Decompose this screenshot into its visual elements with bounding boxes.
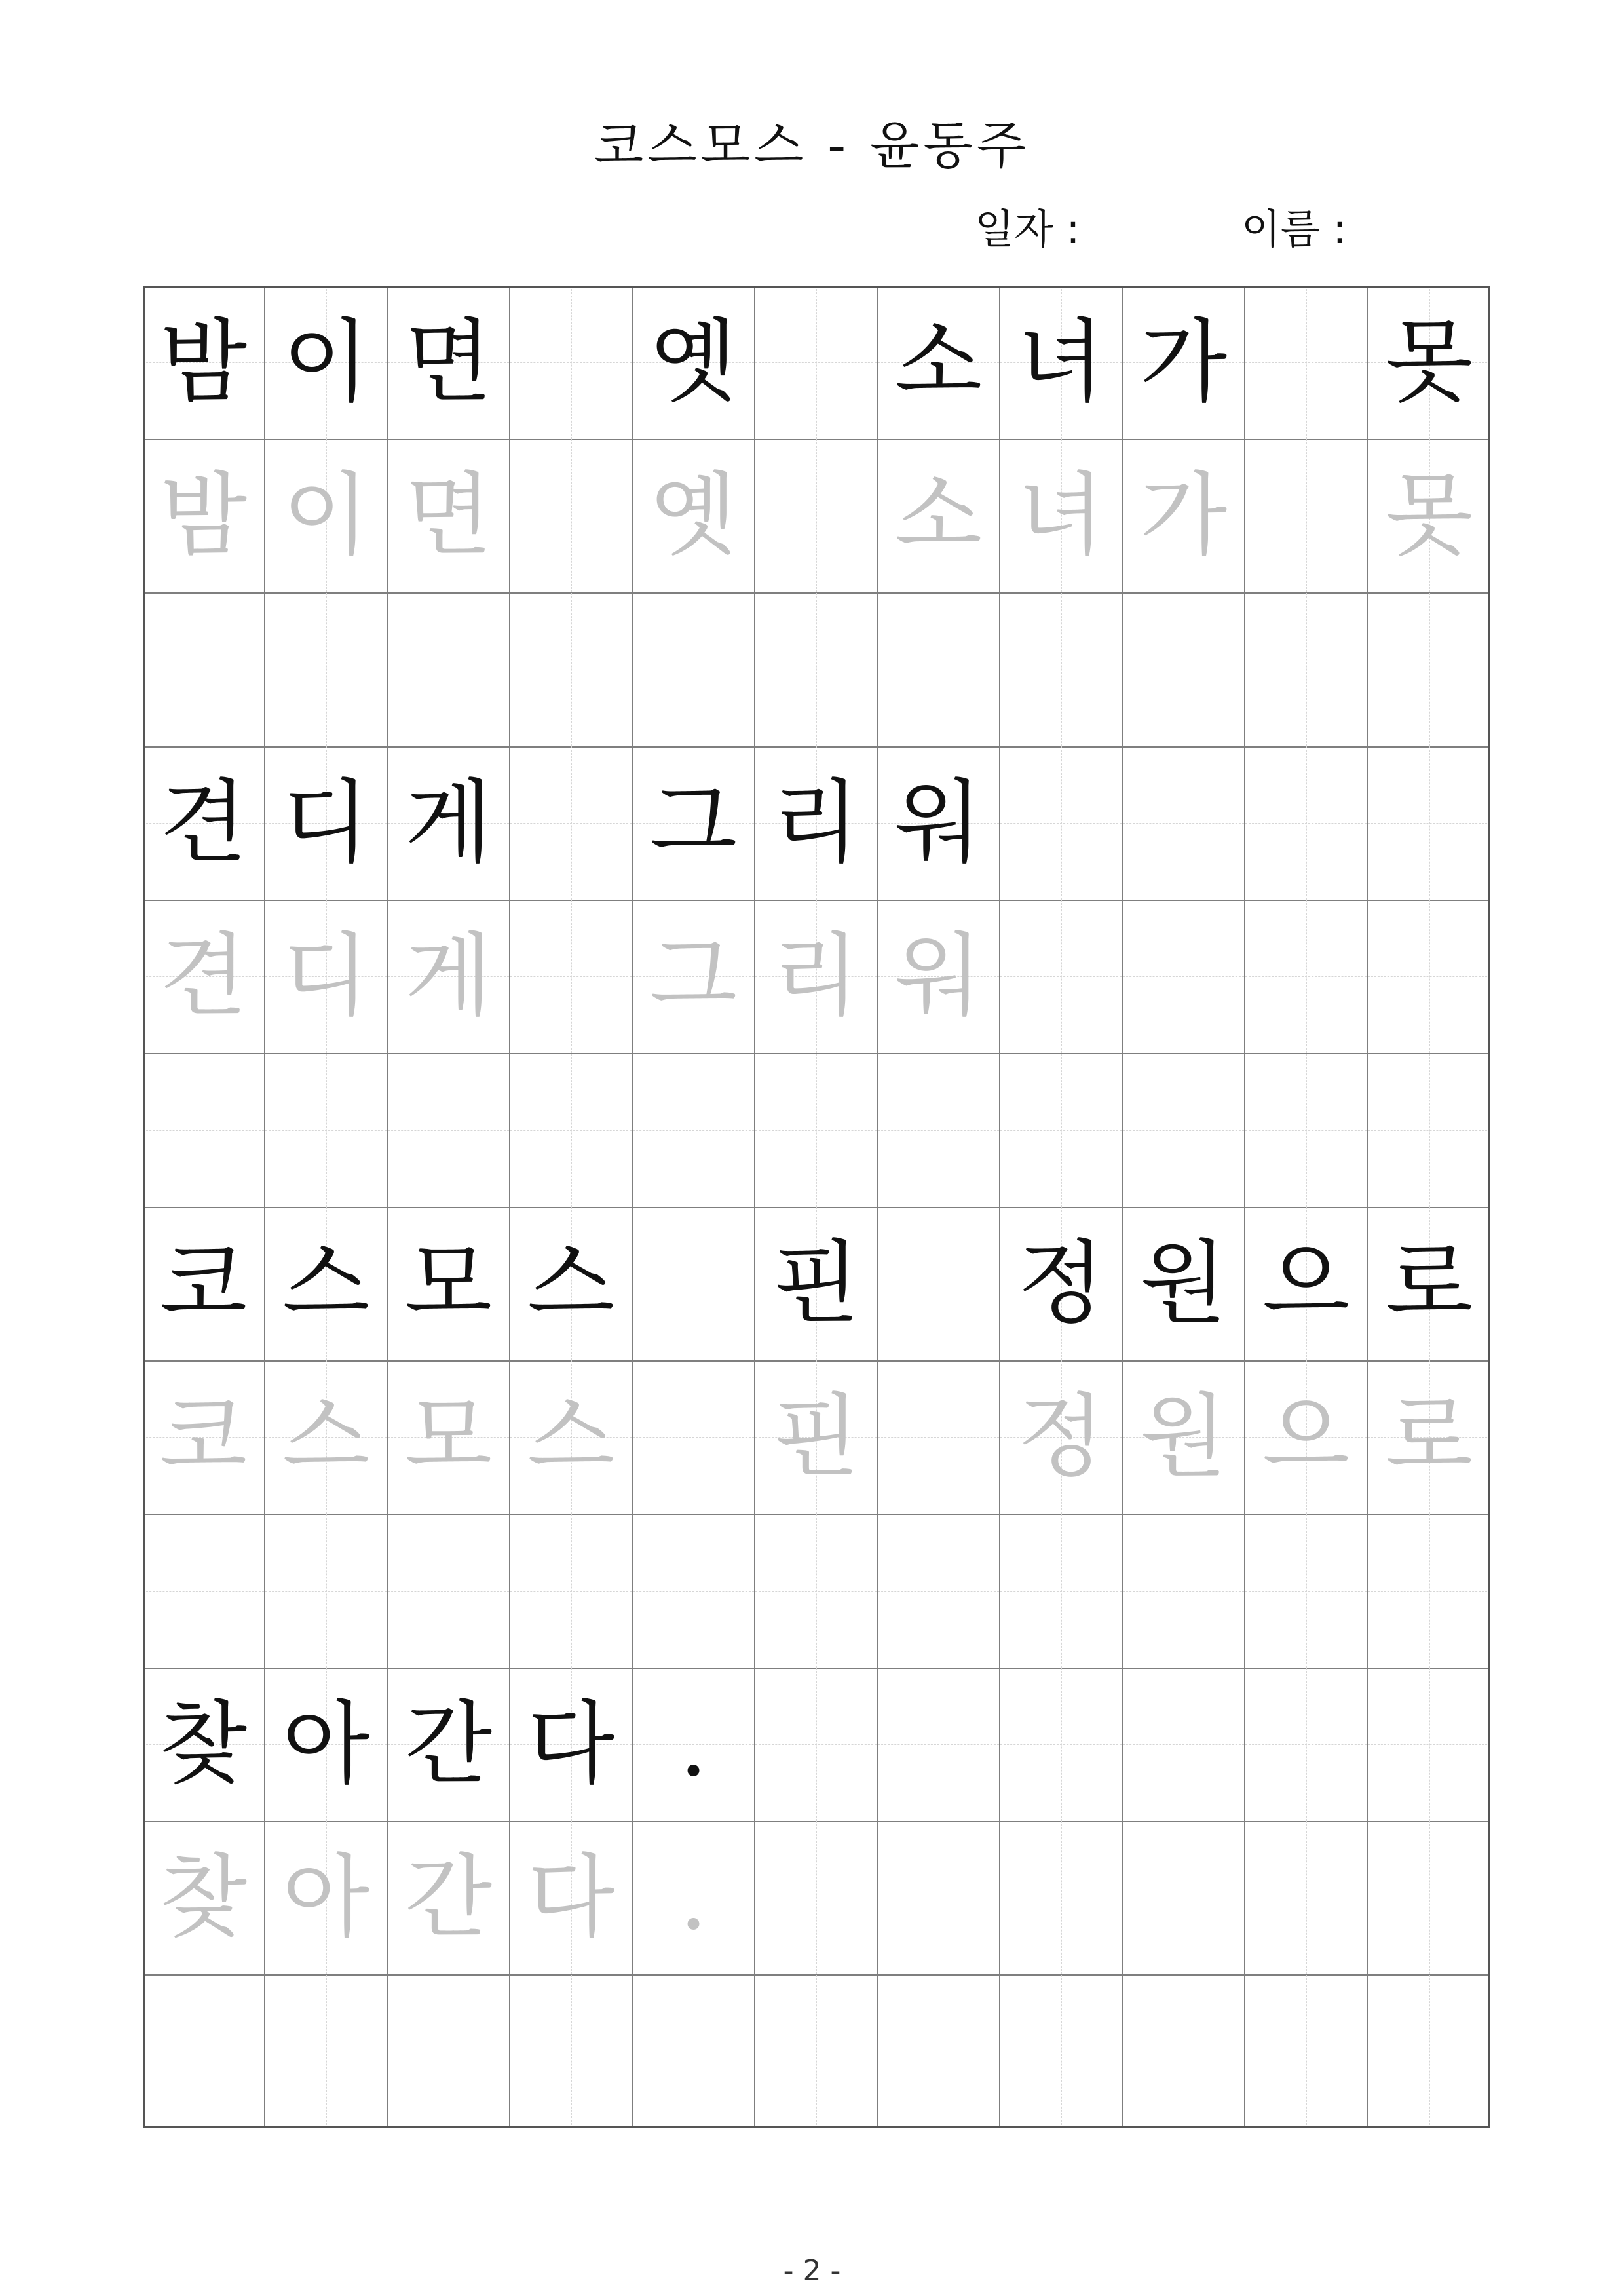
model-row — [143, 746, 1490, 901]
trace-char: 찾 — [159, 1845, 248, 1950]
blank-cell — [1245, 1054, 1368, 1207]
blank-cell — [878, 1054, 1000, 1207]
trace-char: 이 — [282, 463, 370, 568]
blank-cell — [878, 593, 1000, 746]
model-char: 정 — [1017, 1231, 1105, 1336]
trace-cell — [755, 900, 878, 1053]
page-number: - 2 - — [783, 2254, 841, 2287]
trace-char: 옛 — [649, 463, 738, 568]
trace-char: 로 — [1385, 1384, 1473, 1489]
model-cell — [265, 286, 388, 439]
model-char: 스 — [527, 1231, 615, 1336]
trace-cell — [1000, 439, 1123, 592]
blank-cell — [1000, 1514, 1123, 1668]
trace-row — [143, 900, 1490, 1054]
trace-cell — [265, 1360, 388, 1514]
model-char: 그 — [649, 770, 738, 875]
model-char: 옛 — [649, 309, 738, 415]
blank-cell — [755, 1975, 878, 2128]
trace-cell — [633, 1360, 755, 1514]
model-char: 로 — [1385, 1231, 1473, 1336]
blank-cell — [510, 1514, 633, 1668]
model-cell — [1000, 1207, 1123, 1360]
model-cell — [878, 1207, 1000, 1360]
page-title: 코스모스 - 윤동주 — [594, 117, 1030, 176]
trace-cell — [633, 1821, 755, 1974]
trace-char: 면 — [404, 463, 493, 568]
blank-cell — [633, 1975, 755, 2128]
blank-cell — [265, 1514, 388, 1668]
trace-cell — [388, 1360, 510, 1514]
trace-cell — [143, 900, 265, 1053]
trace-char: 스 — [282, 1384, 370, 1489]
model-cell — [265, 746, 388, 900]
blank-cell — [1000, 1054, 1123, 1207]
trace-char: 간 — [404, 1845, 493, 1950]
trace-cell — [510, 1821, 633, 1974]
trace-cell — [388, 900, 510, 1053]
model-char: 못 — [1385, 309, 1473, 415]
model-cell — [143, 1207, 265, 1360]
blank-cell — [878, 1514, 1000, 1668]
model-row — [143, 1668, 1490, 1822]
blank-cell — [1245, 1514, 1368, 1668]
blank-cell — [1000, 1975, 1123, 2128]
trace-cell — [1123, 1360, 1245, 1514]
trace-char: 밤 — [159, 463, 248, 568]
writing-grid — [143, 286, 1490, 2128]
blank-cell — [1368, 1054, 1490, 1207]
trace-char: 워 — [894, 923, 983, 1029]
trace-char: 아 — [282, 1845, 370, 1950]
trace-char: 핀 — [772, 1384, 860, 1489]
model-cell — [388, 1207, 510, 1360]
blank-cell — [1245, 1975, 1368, 2128]
model-cell — [510, 746, 633, 900]
model-char: 아 — [282, 1691, 370, 1797]
model-cell — [1368, 746, 1490, 900]
model-char: 밤 — [159, 309, 248, 415]
trace-char: . — [679, 1845, 708, 1950]
trace-char: 원 — [1139, 1384, 1228, 1489]
model-cell — [633, 746, 755, 900]
blank-cell — [1368, 593, 1490, 746]
model-cell — [1123, 1207, 1245, 1360]
blank-cell — [755, 1514, 878, 1668]
model-char: 면 — [404, 309, 493, 415]
trace-cell — [1123, 1821, 1245, 1974]
model-cell — [1368, 1668, 1490, 1821]
model-char: 게 — [404, 770, 493, 875]
model-cell — [388, 286, 510, 439]
blank-cell — [143, 593, 265, 746]
model-cell — [1245, 746, 1368, 900]
blank-cell — [510, 593, 633, 746]
model-cell — [1000, 286, 1123, 439]
model-char: 소 — [894, 309, 983, 415]
blank-cell — [1123, 593, 1245, 746]
trace-char: 다 — [527, 1845, 615, 1950]
blank-cell — [1123, 1054, 1245, 1207]
trace-cell — [265, 900, 388, 1053]
trace-cell — [1245, 439, 1368, 592]
trace-cell — [878, 1821, 1000, 1974]
blank-row — [143, 593, 1490, 748]
model-cell — [878, 286, 1000, 439]
trace-cell — [878, 1360, 1000, 1514]
trace-char: 못 — [1385, 463, 1473, 568]
trace-char: 소 — [894, 463, 983, 568]
trace-row — [143, 439, 1490, 594]
trace-char: 그 — [649, 923, 738, 1029]
name-label: 이름 : — [1241, 205, 1347, 253]
blank-cell — [1000, 593, 1123, 746]
trace-char: 게 — [404, 923, 493, 1029]
model-cell — [388, 746, 510, 900]
meta-line — [0, 197, 1624, 256]
blank-row — [143, 1514, 1490, 1669]
model-cell — [878, 1668, 1000, 1821]
model-cell — [1245, 286, 1368, 439]
trace-cell — [755, 1821, 878, 1974]
blank-cell — [388, 1054, 510, 1207]
trace-cell — [510, 900, 633, 1053]
trace-char: 디 — [282, 923, 370, 1029]
trace-char: 견 — [159, 923, 248, 1029]
blank-cell — [265, 593, 388, 746]
model-cell — [755, 1668, 878, 1821]
trace-char: 코 — [159, 1384, 248, 1489]
model-char: 핀 — [772, 1231, 860, 1336]
trace-cell — [143, 439, 265, 592]
model-cell — [1245, 1668, 1368, 1821]
model-cell — [633, 1207, 755, 1360]
trace-cell — [1000, 900, 1123, 1053]
blank-cell — [633, 1514, 755, 1668]
blank-cell — [878, 1975, 1000, 2128]
trace-cell — [755, 439, 878, 592]
model-cell — [510, 286, 633, 439]
blank-cell — [388, 1975, 510, 2128]
model-cell — [633, 286, 755, 439]
model-cell — [1000, 1668, 1123, 1821]
model-cell — [1000, 746, 1123, 900]
model-char: 간 — [404, 1691, 493, 1797]
model-char: 디 — [282, 770, 370, 875]
trace-char: 으 — [1262, 1384, 1350, 1489]
blank-cell — [1245, 593, 1368, 746]
blank-cell — [388, 593, 510, 746]
blank-cell — [755, 1054, 878, 1207]
trace-char: 모 — [404, 1384, 493, 1489]
model-char: 다 — [527, 1691, 615, 1797]
trace-cell — [265, 1821, 388, 1974]
trace-cell — [1123, 439, 1245, 592]
blank-cell — [1368, 1975, 1490, 2128]
model-cell — [388, 1668, 510, 1821]
blank-cell — [265, 1054, 388, 1207]
model-char: 가 — [1139, 309, 1228, 415]
model-cell — [755, 286, 878, 439]
trace-cell — [510, 439, 633, 592]
model-cell — [755, 746, 878, 900]
model-cell — [143, 1668, 265, 1821]
trace-cell — [510, 1360, 633, 1514]
blank-cell — [265, 1975, 388, 2128]
blank-cell — [1123, 1514, 1245, 1668]
model-char: 원 — [1139, 1231, 1228, 1336]
model-cell — [143, 286, 265, 439]
trace-char: 녀 — [1017, 463, 1105, 568]
trace-cell — [755, 1360, 878, 1514]
trace-cell — [1245, 900, 1368, 1053]
model-cell — [1245, 1207, 1368, 1360]
trace-cell — [1123, 900, 1245, 1053]
model-cell — [1123, 1668, 1245, 1821]
trace-char: 가 — [1139, 463, 1228, 568]
date-label: 일자 : — [975, 205, 1080, 253]
blank-cell — [510, 1975, 633, 2128]
trace-cell — [1245, 1821, 1368, 1974]
trace-cell — [143, 1821, 265, 1974]
model-cell — [1123, 286, 1245, 439]
blank-cell — [755, 593, 878, 746]
trace-cell — [1368, 1360, 1490, 1514]
model-cell — [755, 1207, 878, 1360]
model-cell — [510, 1668, 633, 1821]
trace-row — [143, 1360, 1490, 1515]
model-cell — [1368, 286, 1490, 439]
model-cell — [1123, 746, 1245, 900]
trace-char: 스 — [527, 1384, 615, 1489]
model-char: 스 — [282, 1231, 370, 1336]
model-char: 모 — [404, 1231, 493, 1336]
blank-cell — [143, 1514, 265, 1668]
model-cell — [143, 746, 265, 900]
model-cell — [633, 1668, 755, 1821]
trace-cell — [388, 439, 510, 592]
model-cell — [510, 1207, 633, 1360]
trace-char: 리 — [772, 923, 860, 1029]
model-char: 녀 — [1017, 309, 1105, 415]
trace-cell — [878, 439, 1000, 592]
blank-cell — [143, 1975, 265, 2128]
blank-cell — [1123, 1975, 1245, 2128]
blank-cell — [633, 593, 755, 746]
model-row — [143, 286, 1490, 440]
model-char: 으 — [1262, 1231, 1350, 1336]
trace-cell — [388, 1821, 510, 1974]
blank-row — [143, 1975, 1490, 2128]
model-row — [143, 1207, 1490, 1362]
model-char: 워 — [894, 770, 983, 875]
model-cell — [878, 746, 1000, 900]
model-char: 리 — [772, 770, 860, 875]
blank-cell — [633, 1054, 755, 1207]
trace-cell — [143, 1360, 265, 1514]
trace-cell — [1000, 1360, 1123, 1514]
model-char: 코 — [159, 1231, 248, 1336]
blank-cell — [388, 1514, 510, 1668]
blank-cell — [143, 1054, 265, 1207]
trace-cell — [633, 900, 755, 1053]
model-cell — [265, 1668, 388, 1821]
trace-cell — [1368, 1821, 1490, 1974]
blank-cell — [510, 1054, 633, 1207]
trace-cell — [878, 900, 1000, 1053]
model-char: 견 — [159, 770, 248, 875]
trace-cell — [1368, 900, 1490, 1053]
trace-char: 정 — [1017, 1384, 1105, 1489]
trace-cell — [1000, 1821, 1123, 1974]
model-char: 찾 — [159, 1691, 248, 1797]
trace-cell — [1368, 439, 1490, 592]
trace-row — [143, 1821, 1490, 1976]
trace-cell — [265, 439, 388, 592]
trace-cell — [633, 439, 755, 592]
model-char: . — [679, 1691, 708, 1797]
model-cell — [1368, 1207, 1490, 1360]
trace-cell — [1245, 1360, 1368, 1514]
blank-cell — [1368, 1514, 1490, 1668]
model-char: 이 — [282, 309, 370, 415]
blank-row — [143, 1054, 1490, 1208]
model-cell — [265, 1207, 388, 1360]
